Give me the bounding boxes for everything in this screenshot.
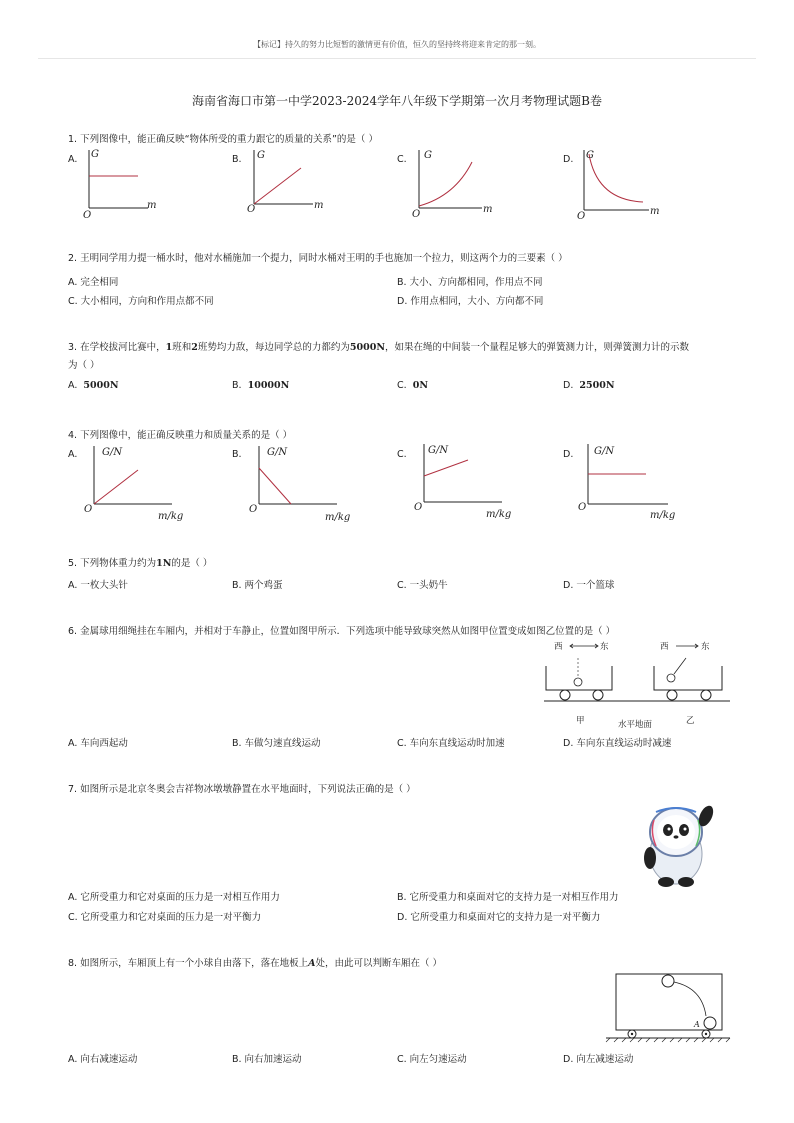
- q1-option-c-label[interactable]: C.: [397, 154, 407, 165]
- q3-stem-part3: 班势均力敌，每边同学总的力都约为: [197, 342, 350, 353]
- q4c-axis-x: m/kg: [486, 509, 512, 520]
- motto-banner: 【标记】持久的努力比短暂的激情更有价值，恒久的坚持终将迎来肯定的那一刻。: [253, 40, 541, 49]
- q8-option-c[interactable]: C. 向左匀速运动: [397, 1054, 467, 1065]
- q4-stem: 4. 下列图像中，能正确反映重力和质量关系的是（ ）: [68, 430, 293, 441]
- q1c-axis-x: m: [483, 204, 493, 215]
- q5-option-c[interactable]: C. 一头奶牛: [397, 580, 448, 591]
- q1a-axis-y: G: [91, 149, 99, 160]
- q5-option-b[interactable]: B. 两个鸡蛋: [232, 580, 283, 591]
- q1-graph-b: [245, 146, 335, 218]
- q4b-axis-x: m/kg: [325, 512, 351, 523]
- q3-stem-b1: 1: [165, 342, 173, 353]
- q8-label-a: A: [694, 1020, 700, 1029]
- q8-option-d[interactable]: D. 向左减速运动: [563, 1054, 634, 1065]
- q8-stem-b: A: [308, 958, 316, 969]
- q1-stem: 1. 下列图像中，能正确反映“物体所受的重力跟它的质量的关系”的是（ ）: [68, 134, 378, 145]
- q5-option-a[interactable]: A. 一枚大头针: [68, 580, 128, 591]
- q6-east-label-yi: 东: [701, 642, 710, 652]
- q4-option-b-label[interactable]: B.: [232, 449, 242, 460]
- q4c-origin: O: [414, 502, 423, 513]
- q6-figure-car-pendulum: [540, 636, 740, 732]
- q8-stem-post: 处，由此可以判断车厢在（ ）: [315, 958, 442, 969]
- q3-option-b[interactable]: [232, 380, 289, 391]
- q3-stem-line2: 为（ ）: [68, 360, 100, 371]
- q3-option-d-value: 2500N: [579, 380, 615, 391]
- q4d-axis-y: G/N: [594, 446, 615, 457]
- q4b-axis-y: G/N: [267, 447, 288, 458]
- q3-option-c[interactable]: [397, 380, 428, 391]
- q8-stem-pre: 8. 如图所示，车厢顶上有一个小球自由落下，落在地板上: [68, 958, 309, 969]
- q5-stem-pre: 5. 下列物体重力约为: [68, 558, 157, 569]
- q2-option-b[interactable]: B. 大小、方向都相同，作用点不同: [397, 277, 543, 288]
- q1d-origin: O: [577, 211, 586, 222]
- q8-stem: [68, 955, 442, 972]
- header-divider: [38, 58, 756, 59]
- q7-option-b[interactable]: B. 它所受重力和桌面对它的支持力是一对相互作用力: [397, 892, 619, 903]
- q1-option-a-label[interactable]: A.: [68, 154, 78, 165]
- q1a-origin: O: [83, 210, 92, 221]
- q6-label-yi: 乙: [686, 716, 695, 726]
- q3-option-a-value: 5000N: [83, 380, 119, 391]
- q1b-axis-y: G: [257, 150, 265, 161]
- q4d-axis-x: m/kg: [650, 510, 676, 521]
- q3-stem-part1: 3. 在学校拔河比赛中，: [68, 342, 166, 353]
- q6-west-label-yi: 西: [660, 642, 669, 652]
- q1b-origin: O: [247, 204, 256, 215]
- q3-option-d-letter: D.: [563, 380, 574, 391]
- q6-option-c[interactable]: C. 车向东直线运动时加速: [397, 738, 505, 749]
- q4-graph-a: [82, 442, 192, 522]
- q1c-axis-y: G: [424, 150, 432, 161]
- q3-option-a-letter: A.: [68, 380, 78, 391]
- q6-option-d[interactable]: D. 车向东直线运动时减速: [563, 738, 672, 749]
- q3-option-b-value: 10000N: [247, 380, 290, 391]
- q4c-axis-y: G/N: [428, 445, 449, 456]
- q4-option-c-label[interactable]: C.: [397, 449, 407, 460]
- q4-option-d-label[interactable]: D.: [563, 449, 574, 460]
- q6-label-jia: 甲: [576, 716, 585, 726]
- q1d-axis-y: G: [586, 150, 594, 161]
- q4-graph-b: [247, 442, 357, 522]
- q6-stem: 6. 金属球用细绳挂在车厢内，并相对于车静止，位置如图甲所示．下列选项中能导致球突然从如图甲位置变成如图乙位置的是（ ）: [68, 626, 616, 637]
- q5-stem: [68, 555, 212, 572]
- q4-graph-d: [576, 440, 686, 520]
- q2-option-c[interactable]: C. 大小相同，方向和作用点都不同: [68, 296, 214, 307]
- q5-option-d[interactable]: D. 一个篮球: [563, 580, 615, 591]
- q3-option-d[interactable]: [563, 380, 615, 391]
- q4a-origin: O: [84, 504, 93, 515]
- q1-option-b-label[interactable]: B.: [232, 154, 242, 165]
- q8-option-a[interactable]: A. 向右减速运动: [68, 1054, 138, 1065]
- q1-graph-d: [575, 146, 670, 220]
- q4b-origin: O: [249, 504, 258, 515]
- q7-option-c[interactable]: C. 它所受重力和它对桌面的压力是一对平衡力: [68, 912, 262, 923]
- q6-east-label-jia: 东: [600, 642, 609, 652]
- q6-label-ground: 水平地面: [618, 720, 653, 730]
- q3-stem-b2: 2: [191, 342, 198, 353]
- q3-option-c-value: 0N: [412, 380, 428, 391]
- q1b-axis-x: m: [314, 200, 324, 211]
- q4-option-a-label[interactable]: A.: [68, 449, 78, 460]
- q8-option-b[interactable]: B. 向右加速运动: [232, 1054, 302, 1065]
- q4d-origin: O: [578, 502, 587, 513]
- exam-title: 海南省海口市第一中学2023-2024学年八年级下学期第一次月考物理试题B卷: [192, 94, 602, 108]
- q5-stem-b: 1N: [156, 558, 172, 569]
- q6-option-b[interactable]: B. 车做匀速直线运动: [232, 738, 321, 749]
- q8-figure-falling-ball: [606, 970, 730, 1042]
- q3-stem-part2: 班和: [172, 342, 192, 353]
- q3-stem-part4: ，如果在绳的中间装一个量程足够大的弹簧测力计，则弹簧测力计的示数: [385, 342, 690, 353]
- q2-option-d[interactable]: D. 作用点相同，大小、方向都不同: [397, 296, 544, 307]
- q2-option-a[interactable]: A. 完全相同: [68, 277, 119, 288]
- q4-graph-c: [412, 440, 522, 520]
- q7-stem: 7. 如图所示是北京冬奥会吉祥物冰墩墩静置在水平地面时，下列说法正确的是（ ）: [68, 784, 416, 795]
- q3-stem-b3: 5000N: [349, 342, 385, 353]
- q3-option-a[interactable]: [68, 380, 119, 391]
- q1c-origin: O: [412, 209, 421, 220]
- q4a-axis-y: G/N: [102, 447, 123, 458]
- q1-option-d-label[interactable]: D.: [563, 154, 574, 165]
- q2-stem: 2. 王明同学用力提一桶水时，他对水桶施加一个提力，同时水桶对王明的手也施加一个拉力，则这两个力的三要素（ ）: [68, 253, 568, 264]
- q1-graph-c: [410, 146, 505, 220]
- q4a-axis-x: m/kg: [158, 511, 184, 522]
- q6-west-label-jia: 西: [554, 642, 563, 652]
- q5-stem-post: 的是（ ）: [171, 558, 213, 569]
- q3-option-b-letter: B.: [232, 380, 242, 391]
- q7-option-a[interactable]: A. 它所受重力和它对桌面的压力是一对相互作用力: [68, 892, 280, 903]
- q1d-axis-x: m: [650, 206, 660, 217]
- q7-option-d[interactable]: D. 它所受重力和桌面对它的支持力是一对平衡力: [397, 912, 601, 923]
- q6-option-a[interactable]: A. 车向西起动: [68, 738, 128, 749]
- q3-stem: [68, 339, 689, 356]
- q1a-axis-x: m: [147, 200, 157, 211]
- q7-bingdwendwen-image: [636, 798, 722, 888]
- q1-graph-a: [80, 146, 170, 221]
- q3-option-c-letter: C.: [397, 380, 407, 391]
